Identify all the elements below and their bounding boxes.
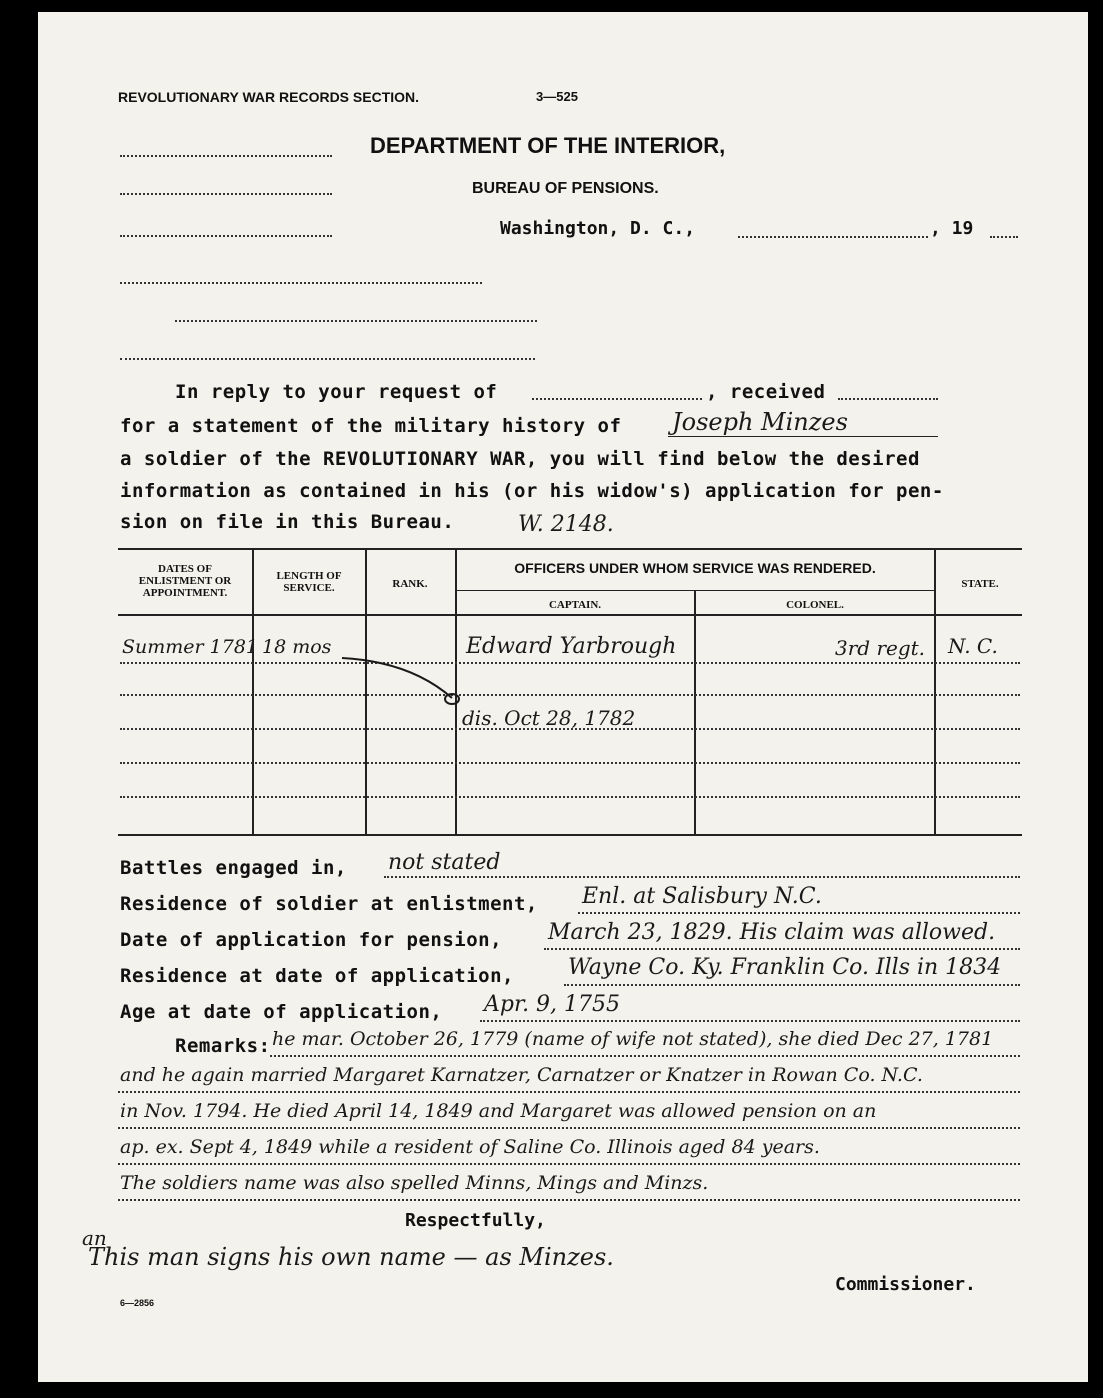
header-colonel: COLONEL. (786, 599, 844, 611)
row-line-1 (120, 662, 1020, 664)
header-officers: OFFICERS UNDER WHOM SERVICE WAS RENDERED. (514, 560, 876, 576)
date-blank (738, 236, 928, 238)
col-divider-4 (694, 591, 696, 836)
remarks-line-4: ap. ex. Sept 4, 1849 while a resident of Saline Co. Illinois aged 84 years. (120, 1136, 820, 1158)
header-state: STATE. (961, 578, 999, 590)
received-blank (838, 398, 938, 400)
remarks-line-2: and he again married Margaret Karnatzer, Carnatzer or Knatzer in Rowan Co. N.C. (120, 1064, 923, 1086)
bureau-title: BUREAU OF PENSIONS. (472, 180, 659, 197)
letter-line-2: for a statement of the military history of (120, 415, 622, 437)
application-label: Date of application for pension, (120, 929, 503, 951)
form-number: 3—525 (536, 89, 578, 104)
remarks-line-5: The soldiers name was also spelled Minns, Mings and Minzs. (120, 1172, 709, 1194)
letter-line-4: information as contained in his (or his widow's) application for pen- (120, 480, 944, 502)
section-title: REVOLUTIONARY WAR RECORDS SECTION. (118, 89, 420, 105)
cell-state: N. C. (948, 634, 998, 658)
address-line-6 (120, 358, 535, 360)
address-line-4 (120, 282, 482, 284)
residence-app-label: Residence at date of application, (120, 965, 514, 987)
remarks-rule-1 (270, 1055, 1020, 1057)
remarks-line-3: in Nov. 1794. He died April 14, 1849 and Margaret was allowed pension on an (120, 1100, 877, 1122)
remarks-rule-3 (118, 1127, 1020, 1129)
department-title: DEPARTMENT OF THE INTERIOR, (370, 133, 726, 158)
form-code: 6—2856 (120, 1298, 155, 1308)
application-value: March 23, 1829. His claim was allowed. (548, 920, 996, 945)
year-blank (990, 236, 1018, 238)
file-number: W. 2148. (518, 512, 614, 537)
header-captain: CAPTAIN. (548, 599, 602, 611)
cell-colonel: 3rd regt. (835, 636, 926, 660)
remarks-line-1: he mar. October 26, 1779 (name of wife not stated), she died Dec 27, 1781 (272, 1028, 994, 1050)
battles-value: not stated (388, 850, 501, 875)
letter-line-1-start: In reply to your request of (175, 381, 498, 403)
battles-label: Battles engaged in, (120, 857, 347, 879)
header-rank: RANK. (392, 578, 428, 590)
row-line-4 (120, 762, 1020, 764)
soldier-name: Joseph Minzes (672, 408, 848, 436)
col-divider-1 (252, 548, 254, 836)
header-dates: DATES OF ENLISTMENT OR APPOINTMENT. (138, 563, 232, 599)
cell-captain: Edward Yarbrough (466, 634, 677, 659)
age-line (480, 1020, 1020, 1022)
respectfully: Respectfully, (405, 1210, 546, 1231)
residence-value: Enl. at Salisbury N.C. (582, 884, 822, 909)
letter-line-3: a soldier of the REVOLUTIONARY WAR, you will find below the desired (120, 448, 920, 470)
cell-captain-note: dis. Oct 28, 1782 (462, 706, 636, 730)
age-label: Age at date of application, (120, 1001, 443, 1023)
arrow-icon (340, 650, 470, 710)
commissioner: Commissioner. (835, 1274, 976, 1295)
request-date-blank (532, 398, 702, 400)
letter-line-5: sion on file in this Bureau. (120, 511, 455, 533)
remarks-rule-4 (118, 1163, 1020, 1165)
signature-note: This man signs his own name — as Minzes. (88, 1243, 614, 1271)
cell-date: Summer 1781 (122, 636, 259, 658)
place: Washington, D. C., (500, 218, 696, 239)
age-value: Apr. 9, 1755 (484, 992, 621, 1017)
remarks-rule-5 (118, 1199, 1020, 1201)
address-line-2 (120, 193, 332, 195)
address-line-3 (120, 235, 332, 237)
remarks-rule-2 (118, 1091, 1020, 1093)
remarks-label: Remarks: (175, 1035, 271, 1057)
soldier-name-underline (668, 436, 938, 437)
address-line-5 (175, 320, 537, 322)
cell-length: 18 mos (262, 636, 332, 658)
residence-line (578, 912, 1020, 914)
letter-line-1-end: , received (706, 381, 826, 403)
col-divider-5 (934, 548, 936, 836)
row-line-5 (120, 796, 1020, 798)
battles-line (384, 876, 1020, 878)
residence-app-line (564, 984, 1020, 986)
year-prefix: , 19 (930, 218, 974, 239)
row-line-2 (120, 694, 1020, 696)
residence-app-value: Wayne Co. Ky. Franklin Co. Ills in 1834 (568, 955, 1002, 980)
header-length: LENGTH OF SERVICE. (276, 570, 342, 594)
residence-label: Residence of soldier at enlistment, (120, 893, 538, 915)
signature-note-prefix: an (82, 1226, 107, 1250)
application-line (544, 948, 1020, 950)
address-line-1 (120, 155, 332, 157)
